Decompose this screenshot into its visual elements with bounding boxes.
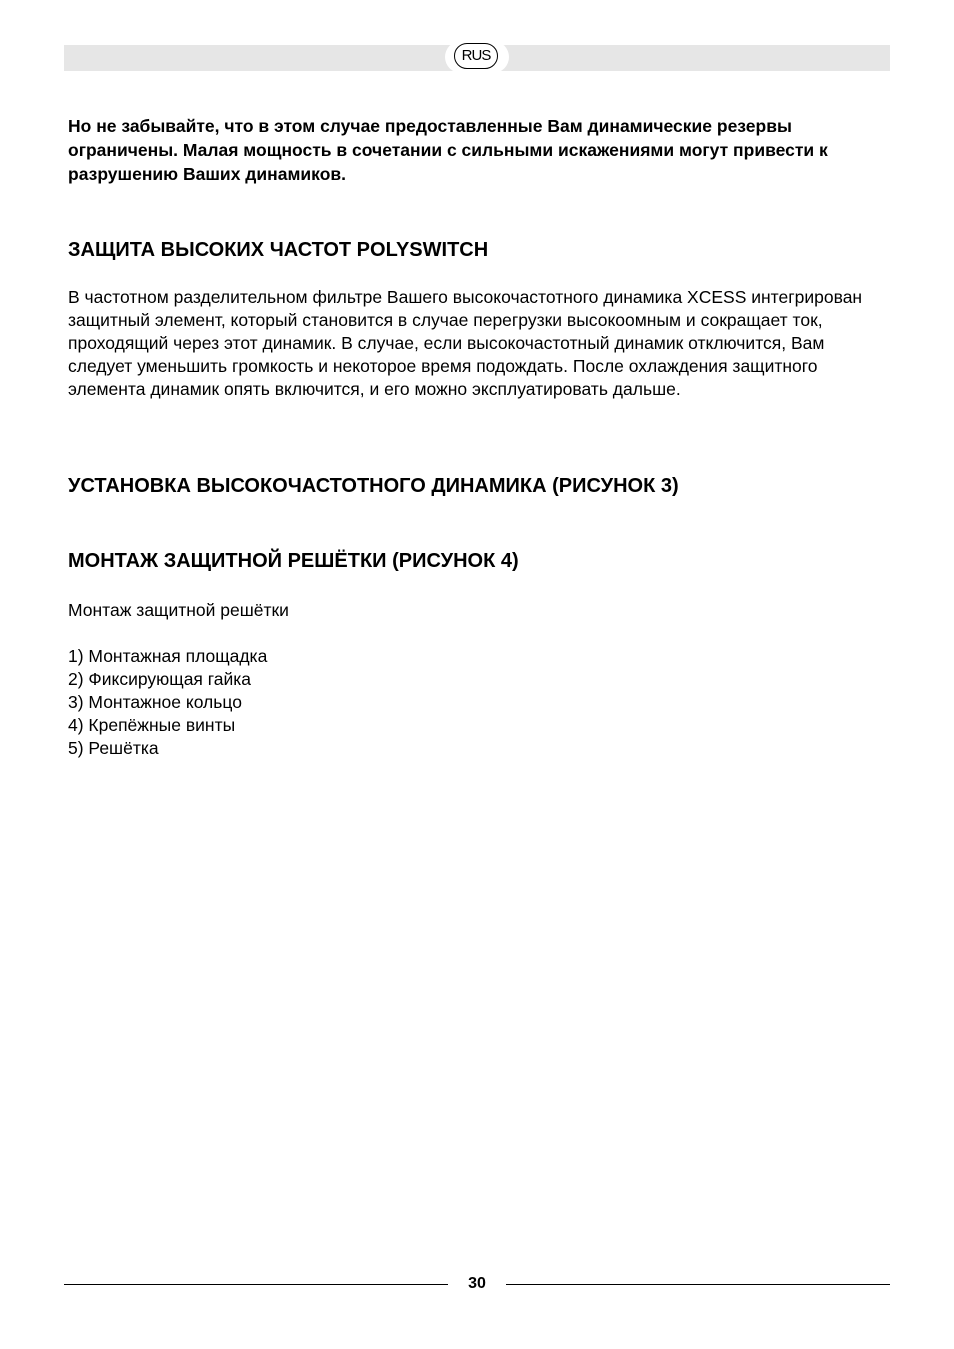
parts-list — [68, 645, 267, 760]
paragraph-grille-mounting: Монтаж защитной решётки — [68, 600, 289, 620]
list-item: 3) Монтажное кольцо — [68, 692, 242, 712]
intro-warning: Но не забывайте, что в этом случае предоставленные Вам динамические резервы ограничены. Малая мощность в сочетании с сильными искажениями могут привести к разрушению Ваших динамиков. — [68, 116, 828, 184]
footer-divider-right — [506, 1284, 890, 1285]
list-item: 2) Фиксирующая гайка — [68, 669, 252, 689]
page-content — [68, 114, 888, 758]
list-item: 5) Решётка — [68, 738, 159, 758]
list-item: 1) Монтажная площадка — [68, 646, 268, 666]
heading-tweeter-installation: УСТАНОВКА ВЫСОКОЧАСТОТНОГО ДИНАМИКА (РИСУНОК 3) — [68, 475, 679, 497]
footer-divider-left — [64, 1284, 448, 1285]
language-badge: RUS — [454, 43, 498, 69]
list-item: 4) Крепёжные винты — [68, 715, 236, 735]
heading-grille-mounting: МОНТАЖ ЗАЩИТНОЙ РЕШЁТКИ (РИСУНОК 4) — [68, 550, 519, 572]
paragraph-polyswitch: В частотном разделительном фильтре Вашего высокочастотного динамика XCESS интегрирован защитный элемент, который становится в случае перегрузки высокоомным и сокращает ток, проходящий через этот динамик. В случае, если высокочастотный динамик отключится, Вам следует уменьшить громкость и некоторое время подождать. После охлаждения защитного элемента динамик опять включится, и его можно эксплуатировать дальше. — [68, 287, 863, 399]
heading-polyswitch: ЗАЩИТА ВЫСОКИХ ЧАСТОТ POLYSWITCH — [68, 239, 489, 261]
page-number: 30 — [468, 1275, 486, 1292]
